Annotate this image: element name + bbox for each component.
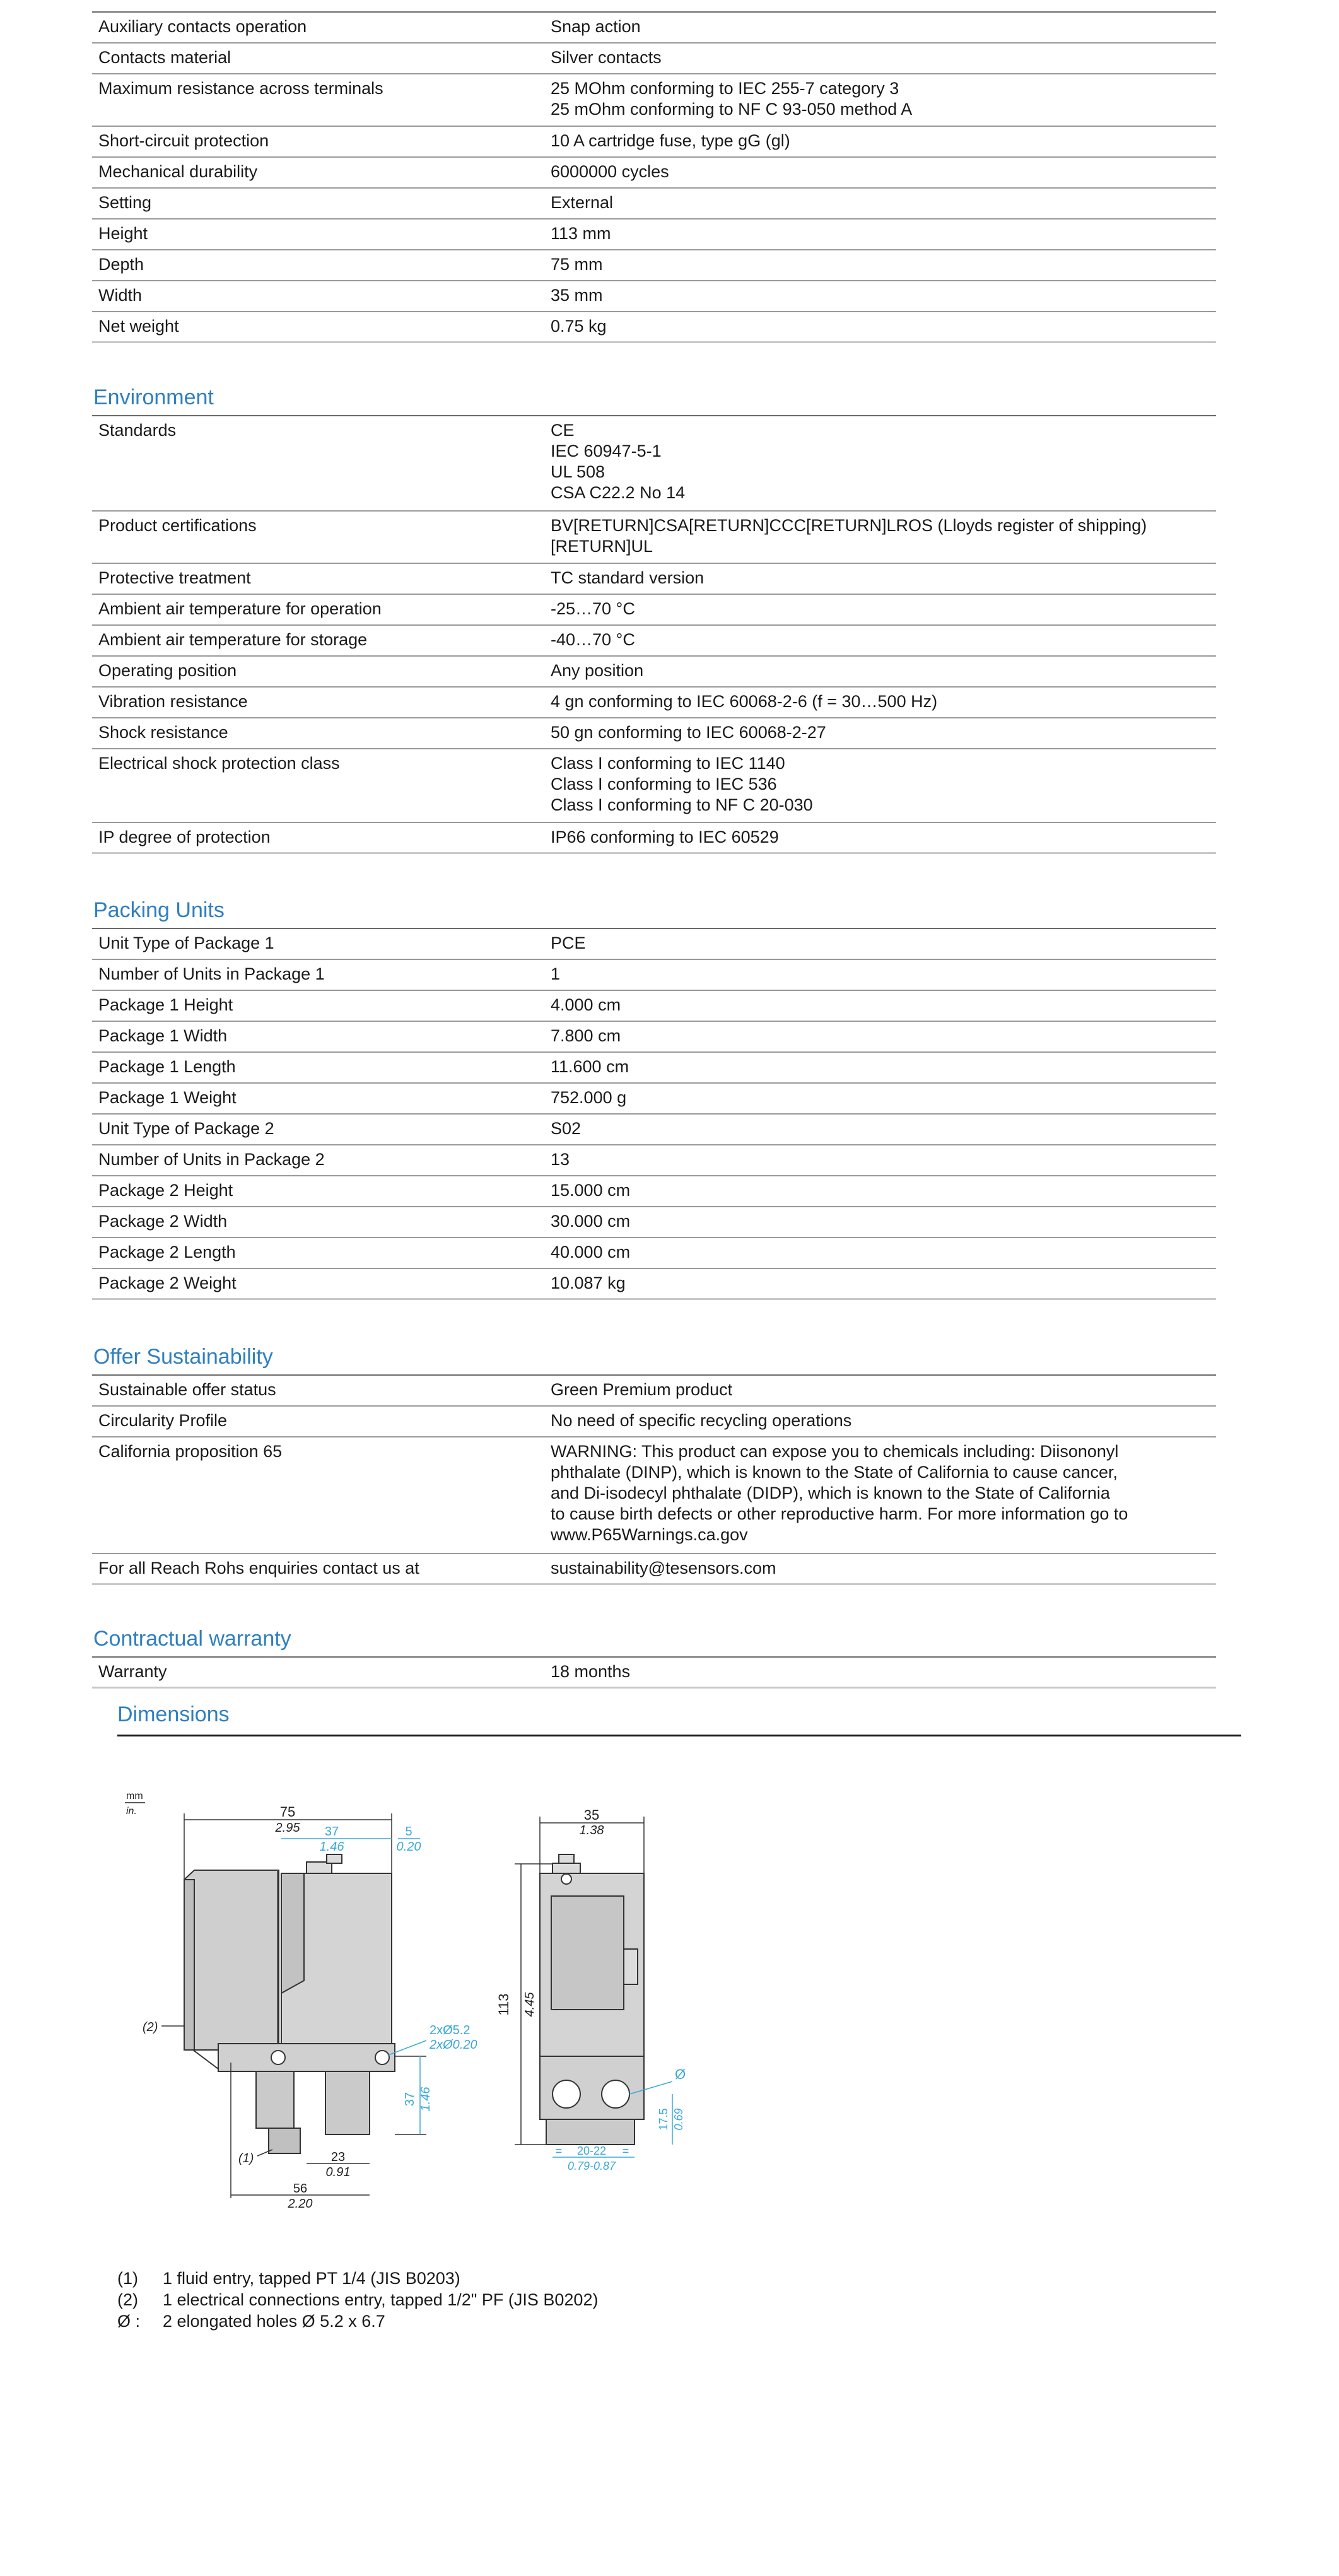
- dimensions-divider: [117, 1735, 1241, 1736]
- row-value: No need of specific recycling operations: [551, 1411, 852, 1430]
- note-marker-1: (1): [238, 2152, 254, 2165]
- warranty-table: [92, 1656, 1216, 1689]
- row-value: sustainability@tesensors.com: [551, 1559, 776, 1578]
- dim-1-38: 1.38: [579, 1824, 604, 1837]
- dim-1-46: 1.46: [319, 1840, 344, 1854]
- row-label: Circularity Profile: [98, 1411, 228, 1430]
- table-row: [92, 823, 1216, 854]
- row-label: IP degree of protection: [98, 828, 271, 846]
- row-value: 15.000 cm: [551, 1181, 631, 1200]
- row-value: S02: [551, 1119, 582, 1138]
- table-row: [92, 1554, 1216, 1585]
- table-row: [92, 1084, 1216, 1115]
- table-row: [92, 281, 1216, 312]
- row-label: Package 2 Length: [98, 1243, 236, 1262]
- table-row: [92, 929, 1216, 960]
- row-value: 4.000 cm: [551, 995, 621, 1014]
- note-mark: (2): [117, 2290, 138, 2309]
- row-value: IP66 conforming to IEC 60529: [551, 828, 779, 846]
- row-label: Contacts material: [98, 48, 231, 67]
- packing-units-table: [92, 928, 1216, 1300]
- dim-equal-left: =: [555, 2145, 563, 2157]
- dim-75: 75: [279, 1804, 296, 1820]
- row-label: Width: [98, 286, 143, 305]
- warranty-section: [92, 1627, 1216, 1689]
- row-value: Snap action: [551, 17, 641, 36]
- dim-0-20: 0.20: [396, 1840, 421, 1854]
- table-row: [92, 1207, 1216, 1238]
- dim-37: 37: [324, 1825, 339, 1839]
- row-value: 7.800 cm: [551, 1026, 621, 1045]
- dim-v-37: 37: [403, 2092, 417, 2107]
- table-row: [92, 749, 1216, 823]
- row-label: Protective treatment: [98, 568, 251, 587]
- note-mark: Ø :: [117, 2312, 141, 2331]
- section-title: Offer Sustainability: [93, 1345, 273, 1369]
- table-row: [92, 688, 1216, 718]
- row-label: Number of Units in Package 2: [98, 1150, 325, 1169]
- table-row: [92, 416, 1216, 512]
- table-row: [92, 991, 1216, 1022]
- row-label: Package 1 Weight: [98, 1088, 237, 1107]
- table-row: [92, 312, 1216, 343]
- dim-v-1-46: 1.46: [419, 2087, 433, 2112]
- row-value: 1: [551, 964, 561, 983]
- row-label: Short-circuit protection: [98, 131, 269, 150]
- row-value: 50 gn conforming to IEC 60068-2-27: [551, 723, 826, 742]
- table-row: [92, 512, 1216, 564]
- dim-17-5: 17.5: [657, 2108, 670, 2131]
- table-row: [92, 74, 1216, 127]
- row-label: Ambient air temperature for operation: [98, 599, 382, 618]
- side-view: [184, 1854, 395, 2153]
- table-row: [92, 595, 1216, 626]
- characteristics-table: [92, 11, 1216, 343]
- table-row: [92, 1053, 1216, 1084]
- row-label: Auxiliary contacts operation: [98, 17, 307, 36]
- dim-0-79-0-87: 0.79-0.87: [567, 2160, 616, 2172]
- dim-2-95: 2.95: [275, 1821, 300, 1835]
- dim-113: 113: [496, 1993, 512, 2016]
- row-label: For all Reach Rohs enquiries contact us at: [98, 1559, 419, 1578]
- row-label: Package 1 Width: [98, 1026, 228, 1045]
- dim-phi: Ø: [675, 2066, 686, 2082]
- table-row: [92, 657, 1216, 688]
- dim-2-20: 2.20: [288, 2197, 313, 2211]
- table-row: [92, 127, 1216, 158]
- row-label: Depth: [98, 255, 144, 274]
- row-label: Operating position: [98, 661, 237, 680]
- row-value: External: [551, 193, 614, 212]
- table-row: [92, 220, 1216, 250]
- dim-23: 23: [330, 2150, 346, 2164]
- row-label: Ambient air temperature for storage: [98, 630, 368, 649]
- table-row: [92, 44, 1216, 74]
- row-label: Package 2 Weight: [98, 1273, 237, 1292]
- row-value: Silver contacts: [551, 48, 662, 67]
- row-label: Vibration resistance: [98, 692, 248, 711]
- table-row: [92, 1658, 1216, 1689]
- table-row: [92, 13, 1216, 44]
- row-label: Number of Units in Package 1: [98, 964, 325, 983]
- dim-0-69: 0.69: [672, 2108, 685, 2131]
- table-row: [92, 626, 1216, 657]
- row-value: TC standard version: [551, 568, 705, 587]
- row-label: Height: [98, 224, 148, 243]
- note-item: [117, 2289, 598, 2310]
- dim-0-91: 0.91: [325, 2165, 351, 2179]
- row-value: 75 mm: [551, 255, 603, 274]
- row-label: Electrical shock protection class: [98, 754, 340, 773]
- row-label: California proposition 65: [98, 1442, 283, 1461]
- unit-mm-label: mm: [126, 1791, 143, 1801]
- row-value: -40…70 °C: [551, 630, 635, 649]
- row-value: 4 gn conforming to IEC 60068-2-6 (f = 30…500 Hz): [551, 692, 938, 711]
- row-value: WARNING: This product can expose you to chemicals including: Diisononyl phthalate (DINP), which is known to the State of California to cause cancer, and Di-isodecyl phthalate (DIDP), which is known to the State of California to cause birth defects or other reproductive harm. For more information go to www.P65Warnings.ca.gov: [551, 1442, 1128, 1544]
- note-marker-2: (2): [143, 2020, 158, 2034]
- front-view: [540, 1854, 644, 2145]
- row-label: Product certifications: [98, 516, 257, 535]
- environment-section: [92, 386, 1216, 854]
- dim-56: 56: [293, 2182, 308, 2196]
- row-value: 113 mm: [551, 224, 611, 243]
- table-row: [92, 158, 1216, 189]
- unit-in-label: in.: [126, 1806, 137, 1817]
- section-title: Environment: [93, 385, 214, 409]
- table-row: [92, 1437, 1216, 1554]
- row-value: 6000000 cycles: [551, 162, 669, 181]
- row-label: Setting: [98, 193, 152, 212]
- row-value: 25 MOhm conforming to IEC 255-7 category 3 25 mOhm conforming to NF C 93-050 method A: [551, 79, 913, 119]
- sustainability-section: [92, 1345, 1216, 1585]
- row-value: 40.000 cm: [551, 1243, 631, 1262]
- note-mark: (1): [117, 2269, 138, 2288]
- sustainability-table: [92, 1374, 1216, 1585]
- note-item: [117, 2268, 598, 2289]
- packing-units-section: [92, 899, 1216, 1300]
- section-title: Packing Units: [93, 898, 225, 922]
- row-value: 10 A cartridge fuse, type gG (gl): [551, 131, 790, 150]
- dim-35: 35: [583, 1807, 600, 1823]
- row-value: 35 mm: [551, 286, 603, 305]
- note-text: 2 elongated holes Ø 5.2 x 6.7: [163, 2312, 385, 2331]
- table-row: [92, 1376, 1216, 1407]
- row-value: 752.000 g: [551, 1088, 627, 1107]
- hole-dim-mm: 2xØ5.2: [430, 2023, 471, 2037]
- row-value: 30.000 cm: [551, 1212, 631, 1231]
- row-label: Net weight: [98, 317, 179, 336]
- row-label: Package 1 Height: [98, 995, 233, 1014]
- table-row: [92, 564, 1216, 595]
- row-value: CE IEC 60947-5-1 UL 508 CSA C22.2 No 14: [551, 421, 686, 502]
- row-value: Green Premium product: [551, 1380, 733, 1399]
- table-row: [92, 960, 1216, 991]
- row-value: Any position: [551, 661, 644, 680]
- row-label: Standards: [98, 421, 177, 440]
- row-label: Package 2 Width: [98, 1212, 228, 1231]
- environment-table: [92, 415, 1216, 854]
- row-label: Shock resistance: [98, 723, 228, 742]
- row-label: Mechanical durability: [98, 162, 258, 181]
- dim-4-45: 4.45: [523, 1992, 537, 2017]
- dim-equal-right: =: [622, 2145, 629, 2157]
- row-label: Unit Type of Package 2: [98, 1119, 274, 1138]
- row-value: 10.087 kg: [551, 1273, 626, 1292]
- row-value: BV[RETURN]CSA[RETURN]CCC[RETURN]LROS (Lloyds register of shipping) [RETURN]UL: [551, 516, 1147, 556]
- hole-dim-in: 2xØ0.20: [430, 2038, 477, 2052]
- table-row: [92, 1115, 1216, 1145]
- row-label: Package 1 Length: [98, 1057, 236, 1076]
- table-row: [92, 1269, 1216, 1300]
- note-text: 1 fluid entry, tapped PT 1/4 (JIS B0203): [163, 2269, 460, 2288]
- dimensions-title: Dimensions: [117, 1702, 230, 1726]
- dim-5: 5: [405, 1825, 412, 1839]
- row-label: Unit Type of Package 1: [98, 934, 274, 952]
- row-value: 11.600 cm: [551, 1057, 629, 1076]
- characteristics-section: [92, 11, 1216, 343]
- note-item: [117, 2310, 598, 2332]
- section-title: Contractual warranty: [93, 1627, 291, 1651]
- row-value: 13: [551, 1150, 570, 1169]
- dim-20-22: 20-22: [576, 2145, 607, 2157]
- row-value: -25…70 °C: [551, 599, 635, 618]
- table-row: [92, 718, 1216, 749]
- table-row: [92, 1145, 1216, 1176]
- row-label: Sustainable offer status: [98, 1380, 276, 1399]
- table-row: [92, 1407, 1216, 1437]
- dimension-drawing: [117, 1753, 748, 2258]
- row-value: 0.75 kg: [551, 317, 607, 336]
- table-row: [92, 1022, 1216, 1053]
- table-row: [92, 1176, 1216, 1207]
- row-value: PCE: [551, 934, 586, 952]
- table-row: [92, 189, 1216, 220]
- table-row: [92, 250, 1216, 281]
- dimension-notes: [117, 2268, 598, 2332]
- row-value: 18 months: [551, 1662, 631, 1681]
- row-value: Class I conforming to IEC 1140 Class I conforming to IEC 536 Class I conforming to NF C 20-030: [551, 754, 813, 814]
- row-label: Maximum resistance across terminals: [98, 79, 383, 98]
- row-label: Warranty: [98, 1662, 167, 1681]
- row-label: Package 2 Height: [98, 1181, 233, 1200]
- note-text: 1 electrical connections entry, tapped 1/2" PF (JIS B0202): [163, 2290, 599, 2309]
- table-row: [92, 1238, 1216, 1269]
